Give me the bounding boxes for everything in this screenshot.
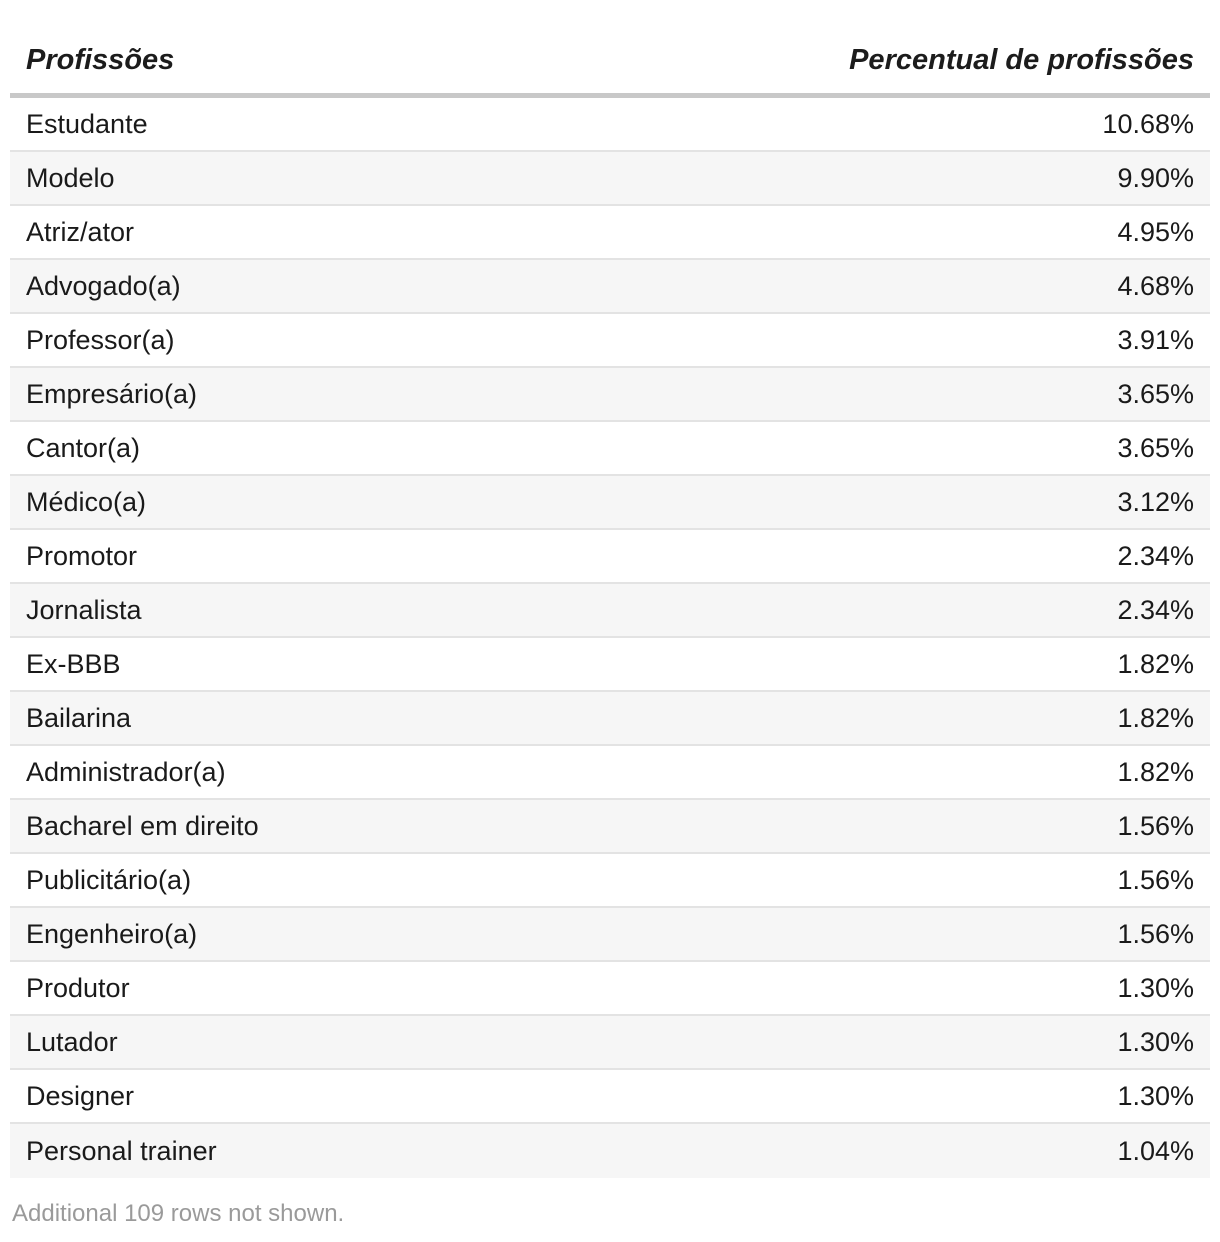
percentage-cell: 1.56%	[1117, 918, 1194, 949]
profession-cell: Engenheiro(a)	[26, 918, 198, 949]
percentage-cell: 3.91%	[1117, 324, 1194, 355]
percentage-cell: 1.56%	[1117, 810, 1194, 841]
percentage-cell: 1.82%	[1117, 702, 1194, 733]
percentage-cell: 2.34%	[1117, 540, 1194, 571]
table-row	[10, 638, 1210, 692]
table-row	[10, 206, 1210, 260]
percentage-cell: 1.56%	[1117, 864, 1194, 895]
column-header-percentual: Percentual de profissões	[849, 44, 1194, 76]
percentage-cell: 1.82%	[1117, 756, 1194, 787]
percentage-cell: 2.34%	[1117, 594, 1194, 625]
table-row	[10, 1124, 1210, 1178]
profession-cell: Personal trainer	[26, 1135, 217, 1166]
percentage-cell: 4.68%	[1117, 270, 1194, 301]
table-row	[10, 152, 1210, 206]
profession-cell: Designer	[26, 1080, 135, 1111]
table-row	[10, 422, 1210, 476]
column-header-profissoes: Profissões	[26, 44, 175, 76]
table-row	[10, 692, 1210, 746]
profession-cell: Lutador	[26, 1026, 118, 1057]
profession-cell: Promotor	[26, 540, 138, 571]
table-row	[10, 908, 1210, 962]
table-row	[10, 1070, 1210, 1124]
profession-cell: Médico(a)	[26, 486, 147, 517]
table-row	[10, 476, 1210, 530]
table-row	[10, 584, 1210, 638]
profession-cell: Empresário(a)	[26, 378, 198, 409]
table-row	[10, 314, 1210, 368]
profession-cell: Produtor	[26, 972, 130, 1003]
profession-cell: Estudante	[26, 108, 148, 139]
percentage-cell: 1.30%	[1117, 972, 1194, 1003]
table-row	[10, 1016, 1210, 1070]
percentage-cell: 4.95%	[1117, 216, 1194, 247]
table-row	[10, 854, 1210, 908]
table-row	[10, 800, 1210, 854]
profession-cell: Jornalista	[26, 594, 142, 625]
percentage-cell: 3.65%	[1117, 378, 1194, 409]
profession-cell: Ex-BBB	[26, 648, 121, 679]
percentage-cell: 10.68%	[1102, 108, 1194, 139]
table-row	[10, 260, 1210, 314]
table-row	[10, 530, 1210, 584]
percentage-cell: 1.04%	[1117, 1135, 1194, 1166]
profession-cell: Atriz/ator	[26, 216, 135, 247]
percentage-cell: 9.90%	[1117, 162, 1194, 193]
profession-cell: Professor(a)	[26, 324, 175, 355]
profession-cell: Modelo	[26, 162, 115, 193]
percentage-cell: 3.65%	[1117, 432, 1194, 463]
table-body	[10, 98, 1210, 1178]
table-header	[10, 0, 1210, 98]
data-table	[10, 0, 1210, 1178]
table-row	[10, 746, 1210, 800]
profession-cell: Advogado(a)	[26, 270, 181, 301]
table-footnote: Additional 109 rows not shown.	[12, 1200, 345, 1227]
profession-cell: Administrador(a)	[26, 756, 226, 787]
table-row	[10, 98, 1210, 152]
percentage-cell: 1.30%	[1117, 1080, 1194, 1111]
profession-cell: Publicitário(a)	[26, 864, 192, 895]
percentage-cell: 1.30%	[1117, 1026, 1194, 1057]
percentage-cell: 1.82%	[1117, 648, 1194, 679]
percentage-cell: 3.12%	[1117, 486, 1194, 517]
profession-cell: Bailarina	[26, 702, 132, 733]
profession-cell: Cantor(a)	[26, 432, 141, 463]
table-row	[10, 368, 1210, 422]
table-row	[10, 962, 1210, 1016]
profession-cell: Bacharel em direito	[26, 810, 259, 841]
